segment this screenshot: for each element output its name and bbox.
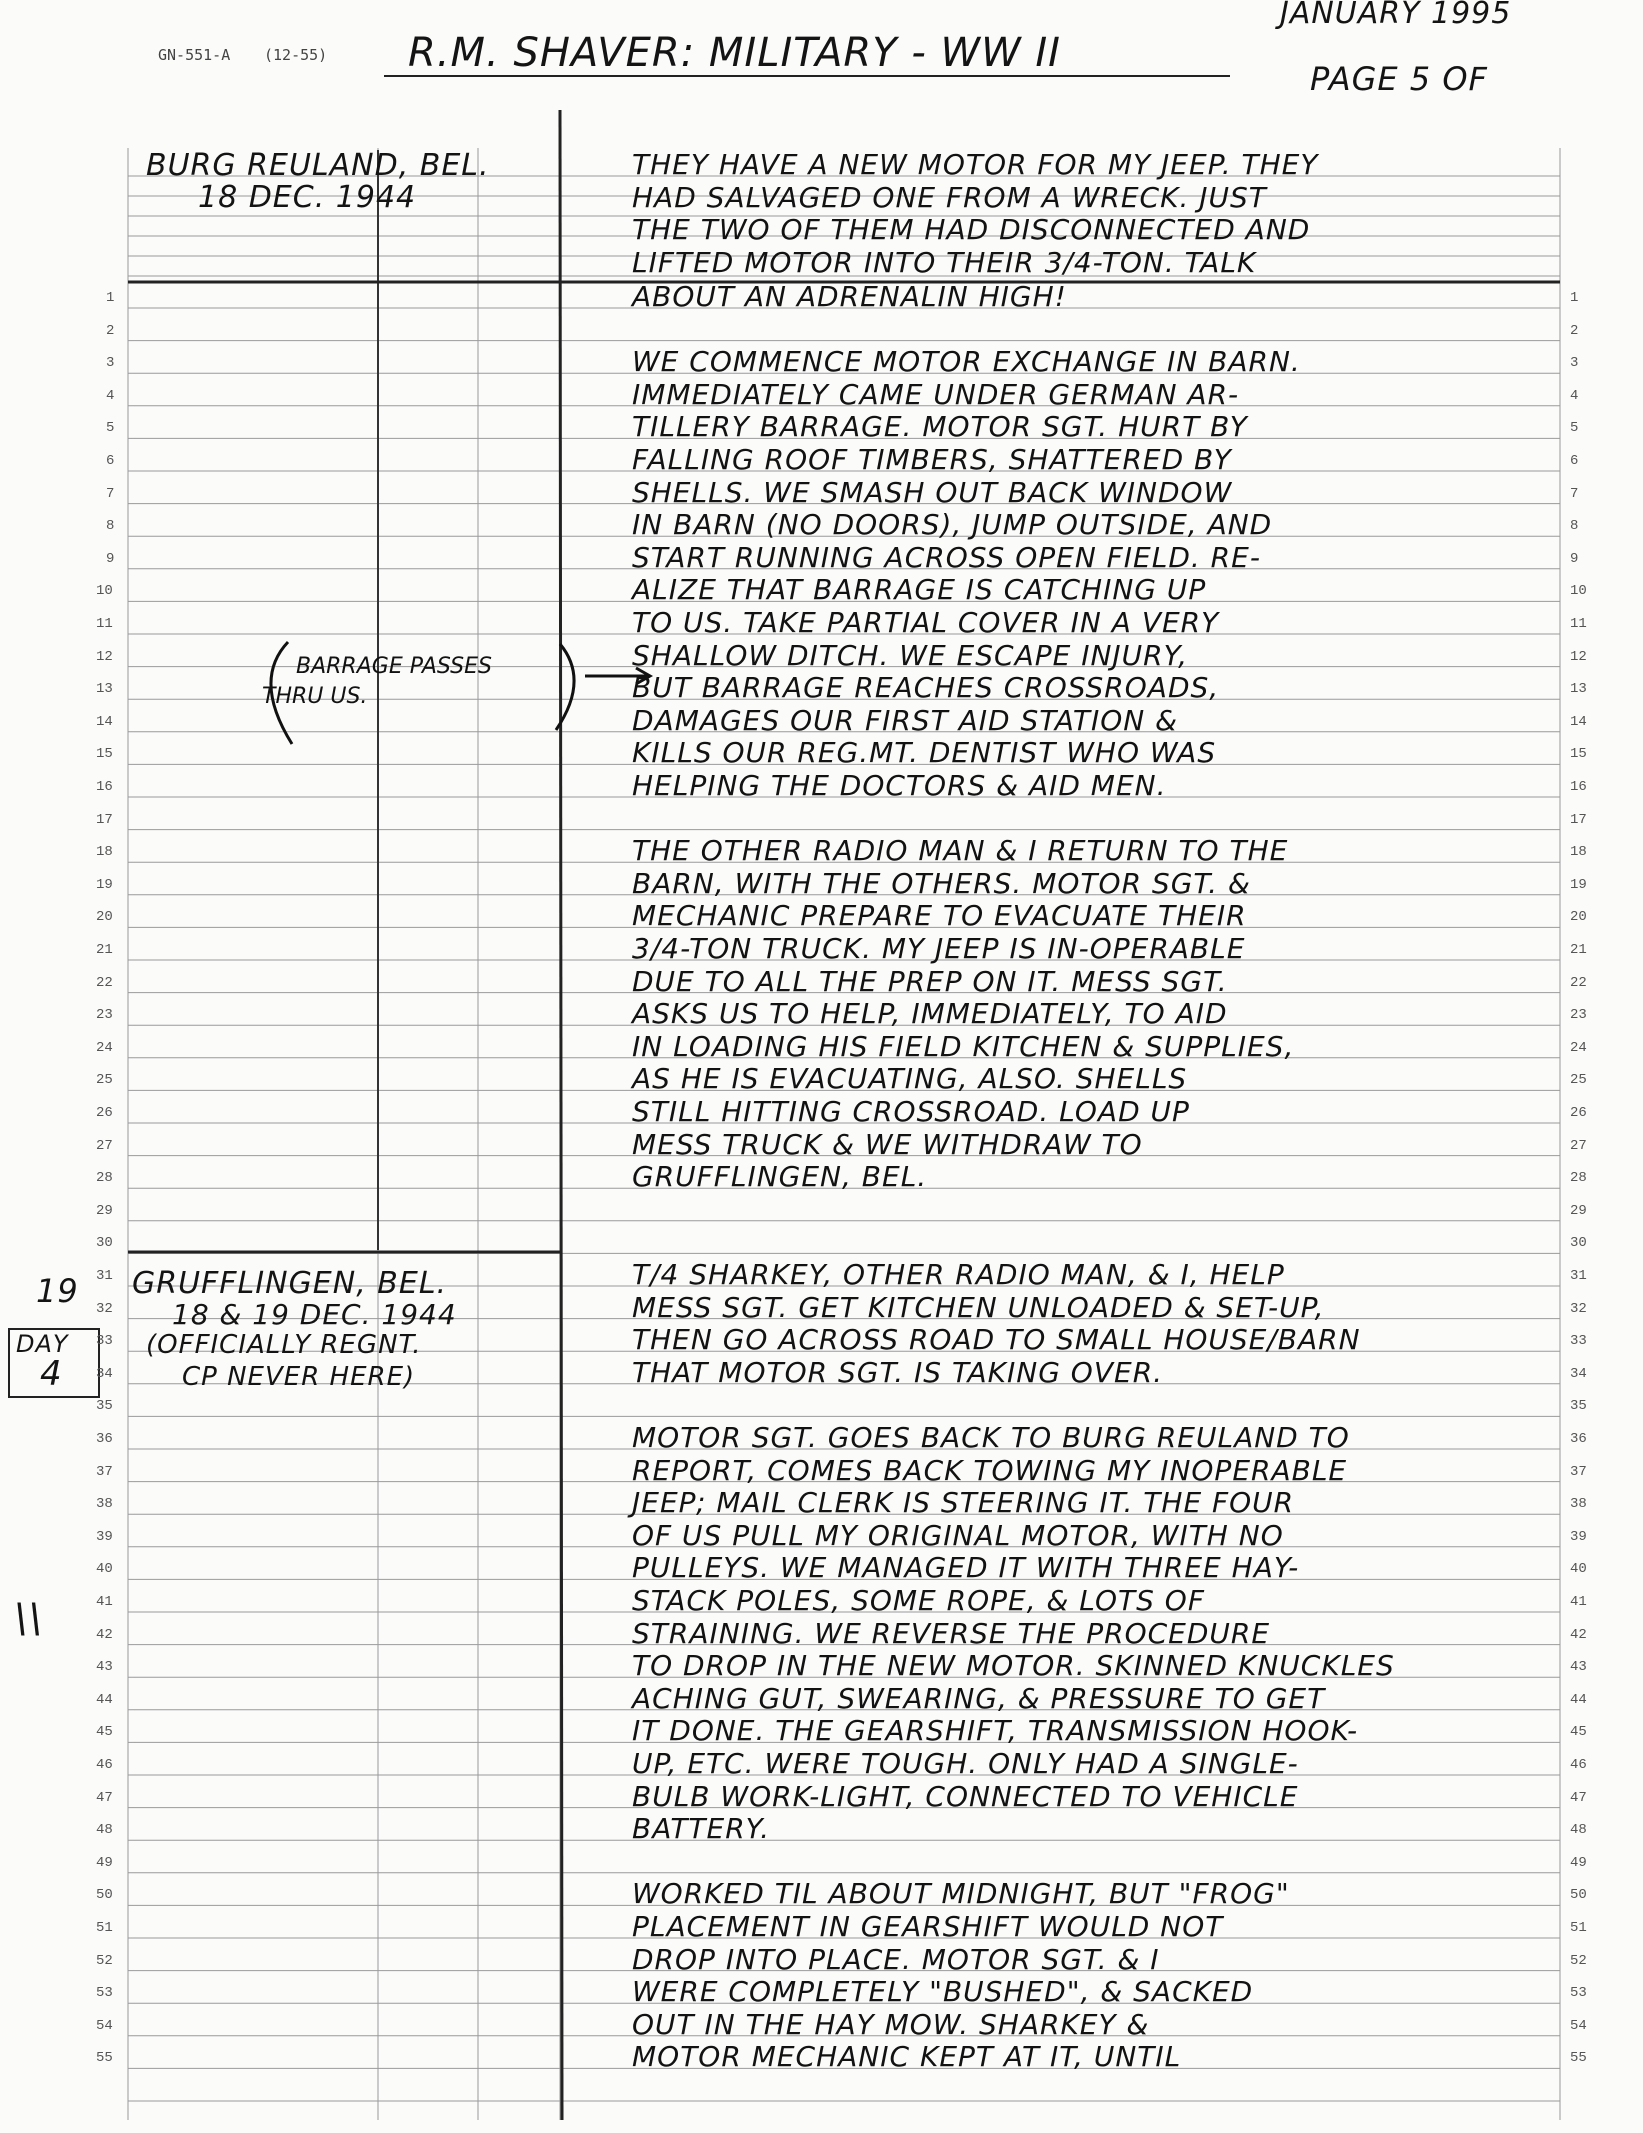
line-number: 22	[96, 974, 113, 991]
line-number: 36	[96, 1431, 113, 1447]
journal-line: STILL HITTING CROSSROAD. LOAD UP	[632, 1095, 1190, 1128]
journal-line: DUE TO ALL THE PREP ON IT. MESS SGT.	[632, 964, 1228, 998]
journal-line: THAT MOTOR SGT. IS TAKING OVER.	[632, 1355, 1164, 1389]
line-number: 21	[1570, 942, 1587, 958]
line-number: 44	[1570, 1691, 1587, 1708]
line-number: 14	[1570, 713, 1587, 730]
rule-line	[560, 110, 562, 2120]
line-number: 36	[1570, 1431, 1587, 1447]
line-number: 20	[96, 909, 113, 926]
line-number: 4	[1570, 387, 1579, 404]
journal-line: DAMAGES OUR FIRST AID STATION &	[632, 703, 1178, 737]
journal-line: BULB WORK-LIGHT, CONNECTED TO VEHICLE	[632, 1779, 1299, 1813]
line-number: 16	[1570, 779, 1587, 795]
line-number: 41	[1570, 1594, 1587, 1610]
line-number: 15	[1570, 746, 1587, 763]
journal-line: MOTOR SGT. GOES BACK TO BURG REULAND TO	[632, 1421, 1350, 1454]
location-note: (OFFICIALLY REGNT.	[146, 1330, 422, 1360]
line-number: 5	[106, 420, 115, 437]
line-number: 3	[106, 355, 115, 372]
line-number: 27	[96, 1137, 113, 1154]
journal-line: REPORT, COMES BACK TOWING MY INOPERABLE	[632, 1453, 1348, 1487]
line-number: 8	[1570, 518, 1579, 535]
journal-line: OUT IN THE HAY MOW. SHARKEY &	[632, 2007, 1150, 2041]
line-number: 23	[96, 1007, 113, 1024]
line-number: 45	[96, 1724, 113, 1741]
journal-line: SHALLOW DITCH. WE ESCAPE INJURY,	[632, 638, 1189, 672]
journal-line: MESS TRUCK & WE WITHDRAW TO	[632, 1127, 1143, 1161]
journal-line: ABOUT AN ADRENALIN HIGH!	[632, 280, 1067, 313]
line-number: 1	[106, 290, 115, 306]
journal-line: DROP INTO PLACE. MOTOR SGT. & I	[632, 1942, 1160, 1976]
line-number: 32	[1570, 1300, 1587, 1317]
line-number: 27	[1570, 1137, 1587, 1154]
line-number: 48	[1570, 1822, 1587, 1839]
journal-line: IN LOADING HIS FIELD KITCHEN & SUPPLIES,	[632, 1029, 1295, 1063]
form-code: GN-551-A	[158, 46, 231, 64]
line-number: 7	[1570, 485, 1579, 502]
day-value: 4	[40, 1354, 63, 1394]
line-number: 39	[1570, 1528, 1587, 1545]
line-number: 35	[1570, 1398, 1587, 1415]
line-number: 24	[96, 1039, 113, 1056]
line-number: 14	[96, 713, 113, 730]
line-number: 48	[96, 1822, 113, 1839]
line-number: 55	[1570, 2050, 1587, 2067]
journal-line: WERE COMPLETELY "BUSHED", & SACKED	[632, 1975, 1254, 2009]
line-number: 39	[96, 1528, 113, 1545]
journal-line: T/4 SHARKEY, OTHER RADIO MAN, & I, HELP	[632, 1258, 1285, 1291]
journal-line: OF US PULL MY ORIGINAL MOTOR, WITH NO	[632, 1518, 1284, 1552]
line-number: 18	[1570, 844, 1587, 861]
line-number: 37	[96, 1463, 113, 1480]
journal-line: BARN, WITH THE OTHERS. MOTOR SGT. &	[632, 866, 1251, 900]
line-number: 10	[1570, 583, 1587, 600]
journal-line: GRUFFLINGEN, BEL.	[632, 1160, 928, 1194]
journal-line: KILLS OUR REG.MT. DENTIST WHO WAS	[632, 736, 1217, 770]
journal-line: MECHANIC PREPARE TO EVACUATE THEIR	[632, 899, 1247, 933]
side-mark: \\	[14, 1596, 43, 1642]
journal-line: AS HE IS EVACUATING, ALSO. SHELLS	[632, 1062, 1188, 1096]
line-number: 17	[96, 811, 113, 828]
line-number: 43	[1570, 1659, 1587, 1676]
line-number: 26	[1570, 1105, 1587, 1121]
line-number: 28	[1570, 1170, 1587, 1187]
line-number: 17	[1570, 811, 1587, 828]
line-number: 46	[1570, 1757, 1587, 1773]
line-number: 53	[96, 1985, 113, 2002]
line-number: 31	[1570, 1268, 1587, 1284]
line-number: 33	[1570, 1333, 1587, 1350]
line-number: 40	[96, 1561, 113, 1578]
form-date: (12-55)	[264, 46, 328, 64]
journal-line: ALIZE THAT BARRAGE IS CATCHING UP	[632, 573, 1207, 607]
journal-line: MESS SGT. GET KITCHEN UNLOADED & SET-UP,	[632, 1290, 1325, 1324]
line-number: 51	[1570, 1920, 1587, 1936]
journal-line: UP, ETC. WERE TOUGH. ONLY HAD A SINGLE-	[632, 1747, 1299, 1780]
margin-note-line: BARRAGE PASSES	[296, 654, 492, 679]
line-number: 13	[96, 681, 113, 698]
line-number: 53	[1570, 1985, 1587, 2002]
line-number: 49	[96, 1854, 113, 1871]
line-number: 46	[96, 1757, 113, 1773]
line-number: 37	[1570, 1463, 1587, 1480]
line-number: 3	[1570, 355, 1579, 372]
journal-line: ASKS US TO HELP, IMMEDIATELY, TO AID	[632, 997, 1228, 1031]
line-number: 9	[106, 550, 115, 567]
journal-line: ACHING GUT, SWEARING, & PRESSURE TO GET	[632, 1681, 1326, 1715]
journal-line: LIFTED MOTOR INTO THEIR 3/4-TON. TALK	[632, 245, 1257, 279]
journal-line: WE COMMENCE MOTOR EXCHANGE IN BARN.	[632, 345, 1301, 379]
line-number: 34	[1570, 1365, 1587, 1382]
line-number: 44	[96, 1691, 113, 1708]
line-number: 13	[1570, 681, 1587, 698]
journal-line: IT DONE. THE GEARSHIFT, TRANSMISSION HOOK-	[632, 1714, 1359, 1748]
line-number: 4	[106, 387, 115, 404]
line-number: 11	[96, 616, 113, 632]
line-number: 54	[1570, 2017, 1587, 2034]
line-number: 7	[106, 485, 115, 502]
line-number: 31	[96, 1268, 113, 1284]
line-number: 24	[1570, 1039, 1587, 1056]
location-place: BURG REULAND, BEL.	[146, 148, 490, 183]
line-number: 38	[1570, 1496, 1587, 1513]
line-number: 23	[1570, 1007, 1587, 1024]
line-number: 43	[96, 1659, 113, 1676]
line-number: 25	[96, 1072, 113, 1089]
line-number: 34	[96, 1365, 113, 1382]
line-number: 19	[96, 876, 113, 893]
date-label: JANUARY 1995	[1280, 0, 1512, 31]
journal-line: THEN GO ACROSS ROAD TO SMALL HOUSE/BARN	[632, 1323, 1361, 1357]
journal-line: JEEP; MAIL CLERK IS STEERING IT. THE FOUR	[632, 1486, 1295, 1520]
line-number: 28	[96, 1170, 113, 1187]
journal-line: SHELLS. WE SMASH OUT BACK WINDOW	[632, 475, 1233, 509]
journal-line: IMMEDIATELY CAME UNDER GERMAN AR-	[632, 377, 1240, 411]
day-number: 19	[36, 1272, 79, 1310]
journal-line: IN BARN (NO DOORS), JUMP OUTSIDE, AND	[632, 508, 1273, 542]
journal-line: PULLEYS. WE MANAGED IT WITH THREE HAY-	[632, 1551, 1300, 1585]
line-number: 18	[96, 844, 113, 861]
journal-line: THE TWO OF THEM HAD DISCONNECTED AND	[632, 213, 1311, 247]
journal-line: TILLERY BARRAGE. MOTOR SGT. HURT BY	[632, 410, 1248, 444]
journal-line: BATTERY.	[632, 1812, 771, 1846]
page-title: R.M. SHAVER: MILITARY - WW II	[408, 30, 1061, 76]
line-number: 6	[1570, 453, 1579, 469]
line-number: 2	[106, 322, 115, 339]
line-number: 12	[96, 648, 113, 665]
page-number: PAGE 5 OF	[1310, 60, 1488, 98]
line-number: 19	[1570, 876, 1587, 893]
journal-line: THE OTHER RADIO MAN & I RETURN TO THE	[632, 834, 1289, 868]
line-number: 5	[1570, 420, 1579, 437]
line-number: 41	[96, 1594, 113, 1610]
journal-line: HELPING THE DOCTORS & AID MEN.	[632, 769, 1167, 802]
journal-line: MOTOR MECHANIC KEPT AT IT, UNTIL	[632, 2040, 1182, 2074]
line-number: 9	[1570, 550, 1579, 567]
line-number: 29	[96, 1202, 113, 1219]
location-date: 18 & 19 DEC. 1944	[172, 1298, 457, 1331]
journal-line: 3/4-TON TRUCK. MY JEEP IS IN-OPERABLE	[632, 932, 1246, 965]
line-number: 20	[1570, 909, 1587, 926]
line-number: 55	[96, 2050, 113, 2067]
line-number: 42	[1570, 1626, 1587, 1643]
line-number: 16	[96, 779, 113, 795]
line-number: 42	[96, 1626, 113, 1643]
line-number: 47	[96, 1789, 113, 1806]
location-place: GRUFFLINGEN, BEL.	[132, 1266, 448, 1301]
journal-line: STRAINING. WE REVERSE THE PROCEDURE	[632, 1616, 1271, 1650]
line-number: 47	[1570, 1789, 1587, 1806]
line-number: 11	[1570, 616, 1587, 632]
line-number: 22	[1570, 974, 1587, 991]
line-number: 38	[96, 1496, 113, 1513]
line-number: 54	[96, 2017, 113, 2034]
journal-line: PLACEMENT IN GEARSHIFT WOULD NOT	[632, 1910, 1224, 1943]
journal-line: WORKED TIL ABOUT MIDNIGHT, BUT "FROG"	[632, 1877, 1290, 1911]
line-number: 21	[96, 942, 113, 958]
line-number: 6	[106, 453, 115, 469]
journal-line: THEY HAVE A NEW MOTOR FOR MY JEEP. THEY	[632, 148, 1319, 181]
line-number: 8	[106, 518, 115, 535]
line-number: 25	[1570, 1072, 1587, 1089]
journal-line: STACK POLES, SOME ROPE, & LOTS OF	[632, 1584, 1205, 1617]
line-number: 50	[1570, 1887, 1587, 1904]
line-number: 29	[1570, 1202, 1587, 1219]
journal-line: BUT BARRAGE REACHES CROSSROADS,	[632, 671, 1220, 705]
location-note: CP NEVER HERE)	[182, 1362, 416, 1392]
line-number: 52	[96, 1952, 113, 1969]
journal-line: TO US. TAKE PARTIAL COVER IN A VERY	[632, 606, 1220, 639]
line-number: 52	[1570, 1952, 1587, 1969]
line-number: 10	[96, 583, 113, 600]
margin-note-line: THRU US.	[262, 684, 368, 709]
day-label: DAY	[16, 1330, 69, 1358]
line-number: 32	[96, 1300, 113, 1317]
journal-line: START RUNNING ACROSS OPEN FIELD. RE-	[632, 540, 1261, 574]
line-number: 50	[96, 1887, 113, 1904]
line-number: 35	[96, 1398, 113, 1415]
line-number: 51	[96, 1920, 113, 1936]
line-number: 45	[1570, 1724, 1587, 1741]
line-number: 1	[1570, 290, 1579, 306]
journal-line: FALLING ROOF TIMBERS, SHATTERED BY	[632, 443, 1232, 476]
journal-line: TO DROP IN THE NEW MOTOR. SKINNED KNUCKLES	[632, 1649, 1395, 1683]
line-number: 40	[1570, 1561, 1587, 1578]
line-number: 30	[1570, 1235, 1587, 1252]
line-number: 33	[96, 1333, 113, 1350]
location-date: 18 DEC. 1944	[198, 180, 417, 215]
line-number: 49	[1570, 1854, 1587, 1871]
line-number: 12	[1570, 648, 1587, 665]
line-number: 26	[96, 1105, 113, 1121]
journal-line: HAD SALVAGED ONE FROM A WRECK. JUST	[632, 180, 1267, 214]
line-number: 2	[1570, 322, 1579, 339]
line-number: 30	[96, 1235, 113, 1252]
line-number: 15	[96, 746, 113, 763]
